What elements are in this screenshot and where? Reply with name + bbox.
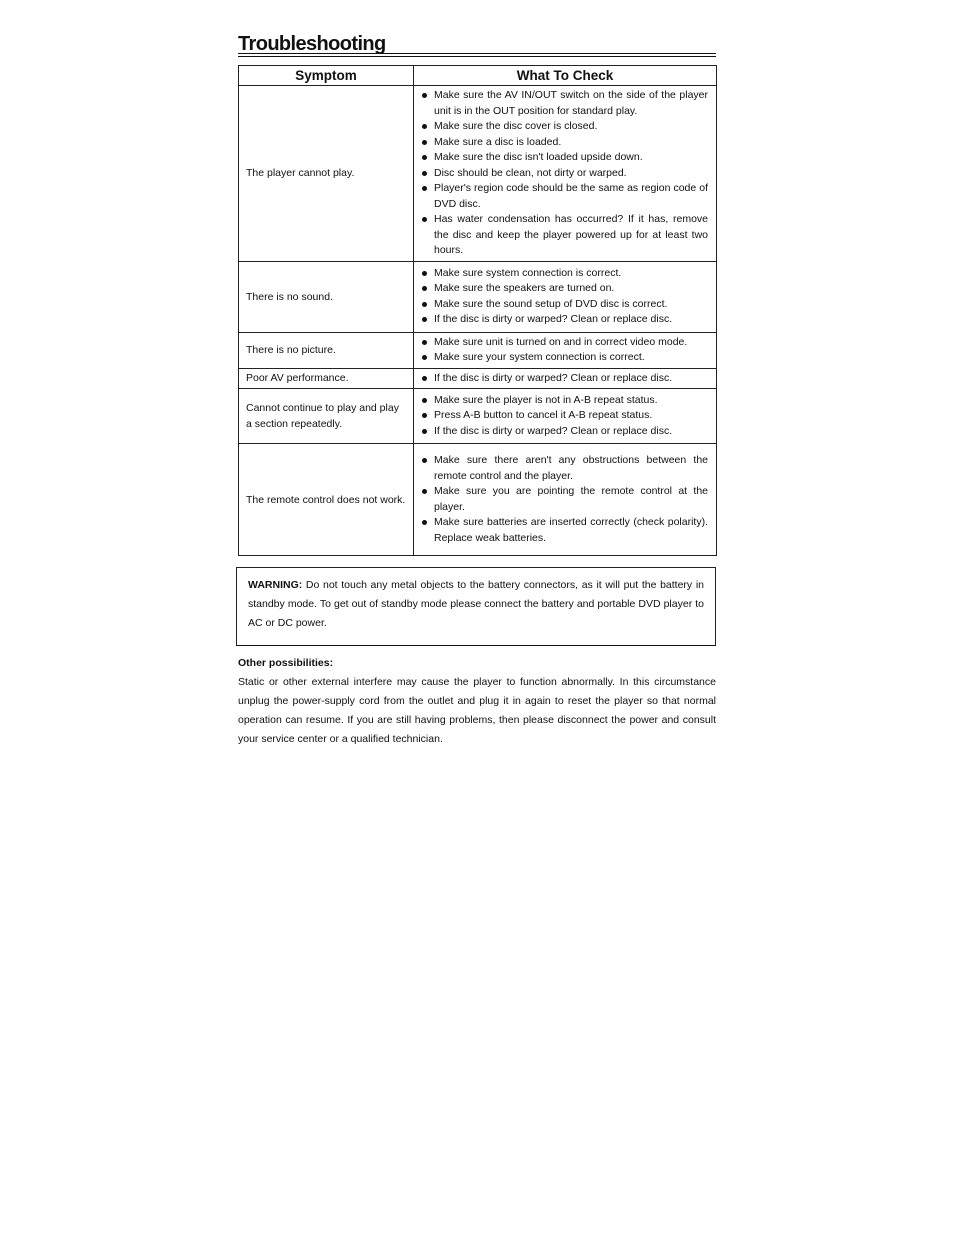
check-list xyxy=(422,393,708,440)
bullet-icon xyxy=(422,124,427,129)
check-list xyxy=(422,266,708,328)
table-row xyxy=(239,389,717,444)
check-item-text: Make sure the AV IN/OUT switch on the side of the player unit is in the OUT position for standard play. xyxy=(434,89,708,117)
warning-box xyxy=(236,567,716,646)
check-item-text: Make sure the speakers are turned on. xyxy=(434,282,615,294)
check-item xyxy=(422,181,708,212)
warning-text: Do not touch any metal objects to the battery connectors, as it will put the battery in standby mode. To get out of standby mode please connect the battery and portable DVD player to AC or DC power. xyxy=(248,579,704,629)
check-item xyxy=(422,88,708,119)
check-cell xyxy=(414,332,717,368)
bullet-icon xyxy=(422,355,427,360)
check-item-text: If the disc is dirty or warped? Clean or replace disc. xyxy=(434,313,673,325)
check-item xyxy=(422,408,708,424)
table-header-row xyxy=(239,66,717,86)
bullet-icon xyxy=(422,376,427,381)
check-item-text: Make sure the disc isn't loaded upside down. xyxy=(434,151,643,163)
check-item-text: Disc should be clean, not dirty or warped. xyxy=(434,166,627,179)
check-cell xyxy=(414,389,717,444)
check-list xyxy=(422,453,708,546)
check-item-text: If the disc is dirty or warped? Clean or replace disc. xyxy=(434,371,673,384)
check-list xyxy=(422,335,708,366)
bullet-icon xyxy=(422,302,427,307)
check-item-text: Press A-B button to cancel it A-B repeat status. xyxy=(434,409,653,422)
table-row xyxy=(239,444,717,556)
bullet-icon xyxy=(422,186,427,191)
warning-label: WARNING: xyxy=(248,579,303,591)
check-item xyxy=(422,484,708,515)
check-cell xyxy=(414,261,717,332)
check-item-text: Make sure a disc is loaded. xyxy=(434,135,562,148)
check-item-text: Has water condensation has occurred? If it has, remove the disc and keep the player powered up for at least two hours. xyxy=(434,213,708,256)
check-item xyxy=(422,312,708,328)
bullet-icon xyxy=(422,489,427,494)
check-item xyxy=(422,266,708,282)
check-item xyxy=(422,135,708,151)
bullet-icon xyxy=(422,429,427,434)
bullet-icon xyxy=(422,155,427,160)
bullet-icon xyxy=(422,140,427,145)
check-item xyxy=(422,281,708,297)
bullet-icon xyxy=(422,317,427,322)
bullet-icon xyxy=(422,458,427,463)
check-item-text: Make sure system connection is correct. xyxy=(434,266,622,279)
check-cell xyxy=(414,368,717,389)
table-row xyxy=(239,368,717,389)
check-list xyxy=(422,88,708,259)
table-row xyxy=(239,332,717,368)
check-item xyxy=(422,150,708,166)
symptom-cell: Cannot continue to play and play a section repeatedly. xyxy=(239,389,414,444)
check-item xyxy=(422,424,708,440)
check-item-text: Make sure your system connection is correct. xyxy=(434,351,645,363)
bullet-icon xyxy=(422,271,427,276)
check-cell xyxy=(414,86,717,262)
check-item xyxy=(422,393,708,409)
troubleshooting-page xyxy=(238,32,716,749)
troubleshooting-table xyxy=(238,65,717,556)
symptom-cell: There is no sound. xyxy=(239,261,414,332)
check-item-text: Make sure the player is not in A-B repeat status. xyxy=(434,393,658,406)
check-item-text: Make sure batteries are inserted correctly (check polarity). Replace weak batteries. xyxy=(434,516,708,544)
check-item-text: Make sure the sound setup of DVD disc is correct. xyxy=(434,297,668,310)
symptom-cell: Poor AV performance. xyxy=(239,368,414,389)
other-possibilities-text: Static or other external interfere may cause the player to function abnormally. In this circumstance unplug the power-supply cord from the outlet and plug it in again to reset the player so that normal operation can resume. If you are still having problems, then please disconnect the power and consult your service center or a qualified technician. xyxy=(238,676,716,745)
bullet-icon xyxy=(422,93,427,98)
check-cell xyxy=(414,444,717,556)
table-row xyxy=(239,86,717,262)
check-item xyxy=(422,297,708,313)
check-item-text: Make sure there aren't any obstructions between the remote control and the player. xyxy=(434,454,708,482)
check-item xyxy=(422,166,708,182)
check-column-header: What To Check xyxy=(414,66,717,86)
symptom-cell: The remote control does not work. xyxy=(239,444,414,556)
bullet-icon xyxy=(422,413,427,418)
symptom-cell: There is no picture. xyxy=(239,332,414,368)
check-item xyxy=(422,212,708,259)
check-item xyxy=(422,350,708,366)
check-item-text: If the disc is dirty or warped? Clean or replace disc. xyxy=(434,424,673,437)
symptom-cell: The player cannot play. xyxy=(239,86,414,262)
other-possibilities-heading: Other possibilities: xyxy=(238,657,334,669)
check-item-text: Player's region code should be the same as region code of DVD disc. xyxy=(434,182,708,210)
bullet-icon xyxy=(422,340,427,345)
bullet-icon xyxy=(422,398,427,403)
bullet-icon xyxy=(422,217,427,222)
check-item xyxy=(422,515,708,546)
check-item xyxy=(422,119,708,135)
title-rule xyxy=(238,53,716,54)
table-row xyxy=(239,261,717,332)
title-rule xyxy=(238,56,716,57)
check-item xyxy=(422,371,708,387)
check-item-text: Make sure the disc cover is closed. xyxy=(434,120,598,132)
title-block xyxy=(238,32,716,64)
table-body xyxy=(239,86,717,556)
bullet-icon xyxy=(422,286,427,291)
page-title: Troubleshooting xyxy=(238,33,386,55)
check-item-text: Make sure you are pointing the remote control at the player. xyxy=(434,485,708,513)
check-item xyxy=(422,453,708,484)
bullet-icon xyxy=(422,171,427,176)
bullet-icon xyxy=(422,520,427,525)
check-list xyxy=(422,371,708,387)
symptom-column-header: Symptom xyxy=(239,66,414,86)
check-item xyxy=(422,335,708,351)
check-item-text: Make sure unit is turned on and in correct video mode. xyxy=(434,335,688,348)
